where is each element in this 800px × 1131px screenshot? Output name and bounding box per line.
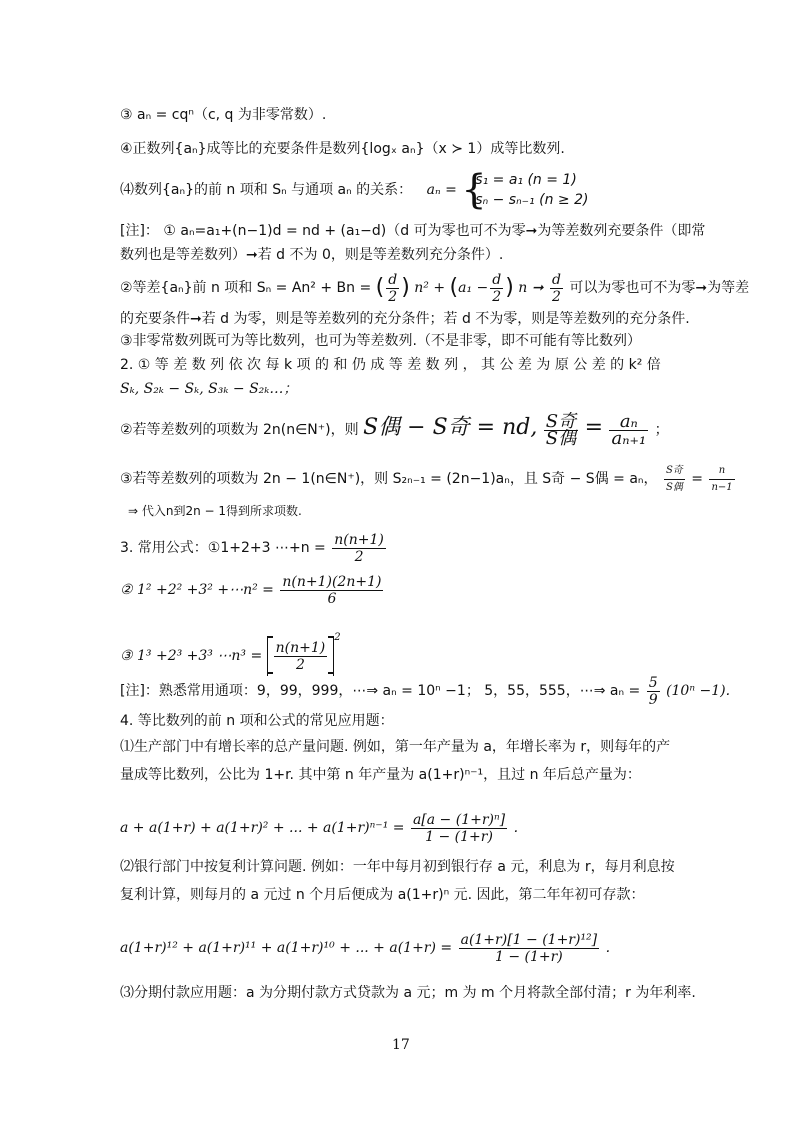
line-installment-problem: ⑶分期付款应用题：a 为分期付款方式贷款为 a 元；m 为 m 个月将款全部付清；r 为年利率. [120, 985, 696, 1001]
line-positive-sequence-condition: ④正数列{aₙ}成等比的充要条件是数列{logₓ aₙ}（x ≻ 1）成等比数列. [120, 141, 565, 157]
line-formula-sum-squares: ② 1² +2² +3² +⋯n² = $\frac{n(n+1)(2n+1)}{6}$ [120, 573, 382, 607]
line-arithmetic-sum-formula: ②等差{aₙ}前 n 项和 Sₙ = An² + Bn = ( $\frac{d}{2}$ ) n² + (a₁ − $\frac{d}{2}$ ) n ➞ $\frac{d}{2}$ 可以为零也可不为零➞为等差 [120, 271, 750, 305]
fraction-production-sum: $\frac{\text{a[a − (1+r)ⁿ]}}{1 - (1+r)}$ [412, 811, 506, 845]
fraction-bank-sum: $\frac{\text{a(1+r)[1 − (1+r)¹²]}}{1 - (1+r)}$ [460, 931, 598, 965]
fraction-sum-squares: $\frac{n(n+1)(2n+1)}{6}$ [282, 573, 382, 607]
line-odd-term-count: ③若等差数列的项数为 2n − 1(n∈N⁺)，则 S₂ₙ₋₁ = (2n−1)aₙ，且 S奇 − S偶 = aₙ， $\frac{\text{S奇}}{\text{S偶}}$ = $\frac{n}{n-1}$ [120, 462, 737, 496]
line-section-4-heading: 4. 等比数列的前 n 项和公式的常见应用题： [120, 713, 394, 729]
fraction-s-odd-over-s-even: $\frac{\text{S奇}}{\text{S偶}}$ [545, 410, 577, 449]
line-note-arithmetic-2: 数列也是等差数列）➞若 d 不为 0，则是等差数列充分条件）. [120, 247, 504, 263]
line-note-arithmetic-1: [注]： ① aₙ=a₁+(n−1)d = nd + (a₁−d)（d 可为零也可不为零➞为等差数列充要条件（即常 [120, 223, 706, 239]
fraction-n-over-n-minus-1: $\frac{n}{n-1}$ [711, 464, 733, 493]
line-bank-sum-formula: a(1+r)¹² + a(1+r)¹¹ + a(1+r)¹⁰ + ... + a(1+r) = $\frac{\text{a(1+r)[1 − (1+r)¹²]}}{1 - (1+r)}$ . [120, 931, 611, 965]
fraction-n-n1-over-2: $\frac{n(n+1)}{2}$ [334, 531, 384, 565]
line-bank-problem-2: 复利计算，则每月的 a 元过 n 个月后便成为 a(1+r)ⁿ 元. 因此，第二年年初可存款： [120, 887, 645, 903]
line-sufficient-condition: 的充要条件➞若 d 为零，则是等差数列的充分条件；若 d 不为零，则是等差数列的充分条件. [120, 311, 690, 327]
line-section-2-heading: 2. ① 等 差 数 列 依 次 每 k 项 的 和 仍 成 等 差 数 列 ， 其 公 差 为 原 公 差 的 k² 倍 [120, 357, 661, 373]
line-production-problem-1: ⑴生产部门中有增长率的总产量问题. 例如，第一年产量为 a，年增长率为 r，则每年的产 [120, 739, 671, 755]
line-sum-term-relation: ⑷数列{aₙ}的前 n 项和 Sₙ 与通项 aₙ 的关系： aₙ = { s₁ = a₁ (n = 1) sₙ − sₙ₋₁ (n ≥ 2) [120, 167, 589, 213]
piecewise-system: { s₁ = a₁ (n = 1) sₙ − sₙ₋₁ (n ≥ 2) [461, 167, 589, 213]
fraction-an-over-an1: $\frac{\text{aₙ}}{\text{aₙ₊₁}}$ [611, 410, 647, 449]
line-geometric-general-term: ③ aₙ = cqⁿ（c, q 为非零常数）. [120, 107, 327, 123]
fraction-5-over-9: $\frac{5}{9}$ [648, 674, 658, 708]
fraction-d-over-2: $\frac{d}{2}$ [388, 271, 398, 305]
line-k-term-sums: Sₖ, S₂ₖ − Sₖ, S₃ₖ − S₂ₖ…； [120, 381, 298, 397]
fraction-d-over-2: $\frac{d}{2}$ [551, 271, 561, 305]
line-production-sum-formula: a + a(1+r) + a(1+r)² + ... + a(1+r)ⁿ⁻¹ = $\frac{\text{a[a − (1+r)ⁿ]}}{1 - (1+r)}$ . [120, 811, 519, 845]
line-formula-sum-n: 3. 常用公式：①1+2+3 ⋯+n = $\frac{n(n+1)}{2}$ [120, 531, 384, 565]
fraction-d-over-2: $\frac{d}{2}$ [492, 271, 502, 305]
line-even-term-count: ②若等差数列的项数为 2n(n∈N⁺)，则 S偶 − S奇 = nd, $\frac{\text{S奇}}{\text{S偶}}$ = $\frac{\text{aₙ}}{\text{aₙ₊₁}}$ ； [120, 410, 669, 449]
line-common-terms-note: [注]：熟悉常用通项：9，99，999，⋯⇒ aₙ = 10ⁿ −1； 5，55，555，⋯⇒ aₙ = $\frac{5}{9}$ (10ⁿ −1). [120, 674, 731, 708]
line-nonzero-constant: ③非零常数列既可为等比数列，也可为等差数列.（不是非零，即不可能有等比数列） [120, 333, 641, 349]
fraction-n-n1-over-2: $\frac{n(n+1)}{2}$ [275, 639, 326, 673]
fraction-s-odd-over-s-even-small: $\frac{\text{S奇}}{\text{S偶}}$ [665, 464, 683, 493]
page-number: 17 [392, 1037, 410, 1053]
line-bank-problem-1: ⑵银行部门中按复利计算问题. 例如：一年中每月初到银行存 a 元，利息为 r，每月利息按 [120, 859, 675, 875]
line-formula-sum-cubes: ③ 1³ +2³ +3³ ⋯n³ = $\frac{n(n+1)}{2}$ $^2$ [120, 618, 341, 676]
line-production-problem-2: 量成等比数列，公比为 1+r. 其中第 n 年产量为 a(1+r)ⁿ⁻¹，且过 n 年后总产量为： [120, 767, 641, 783]
line-substitute-note: ⇒ 代入n到2n − 1得到所求项数. [128, 504, 302, 518]
square-bracket [267, 636, 335, 676]
